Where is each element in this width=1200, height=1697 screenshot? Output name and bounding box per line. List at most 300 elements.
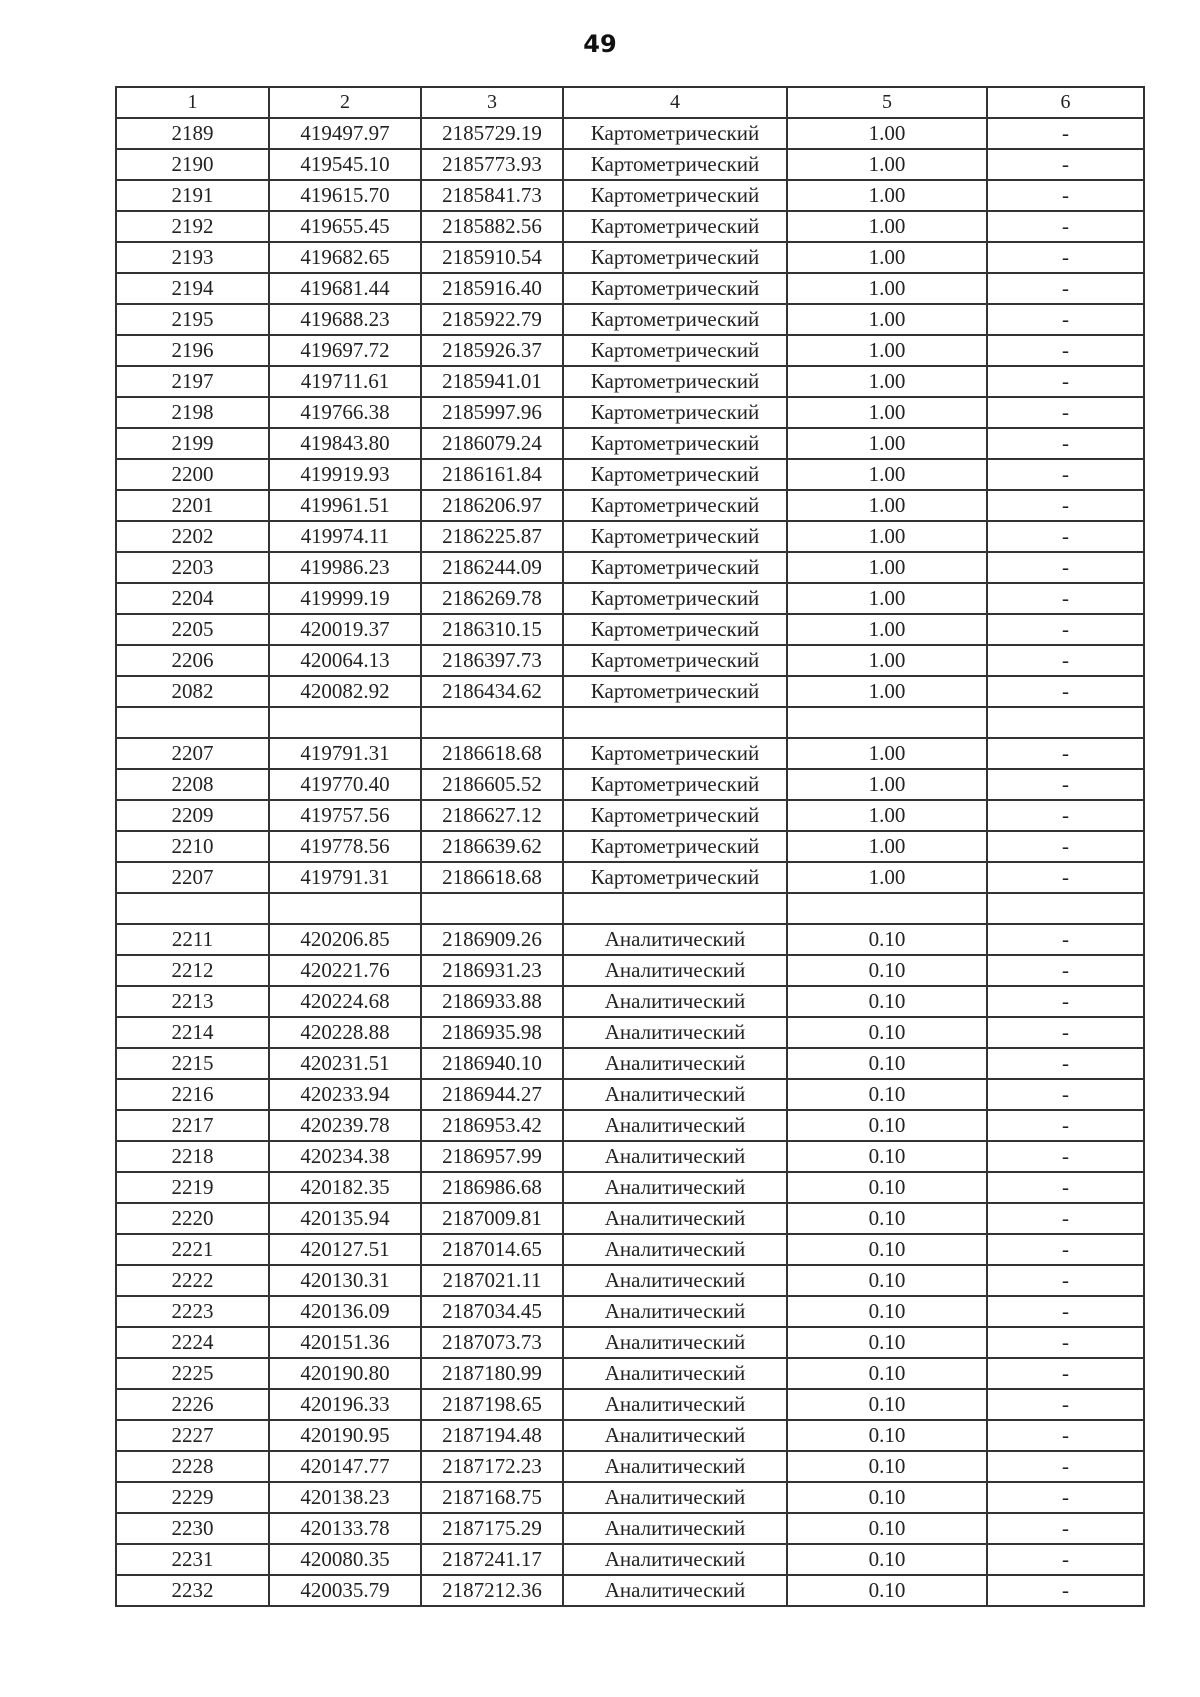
y-coordinate-cell: 2186935.98 [421,1017,563,1048]
point-number-cell: 2231 [116,1544,269,1575]
point-number-cell: 2201 [116,490,269,521]
x-coordinate-cell: 419791.31 [269,738,421,769]
accuracy-cell: 1.00 [787,304,987,335]
y-coordinate-cell: 2186933.88 [421,986,563,1017]
table-row [116,242,1144,273]
description-cell: - [987,738,1144,769]
description-cell: - [987,769,1144,800]
accuracy-cell: 0.10 [787,1265,987,1296]
description-cell: - [987,521,1144,552]
table-row [116,1265,1144,1296]
table-row [116,180,1144,211]
method-cell: Картометрический [563,428,787,459]
y-coordinate-cell: 2186206.97 [421,490,563,521]
y-coordinate-cell: 2187180.99 [421,1358,563,1389]
x-coordinate-cell: 420224.68 [269,986,421,1017]
accuracy-cell: 1.00 [787,614,987,645]
description-cell: - [987,1296,1144,1327]
x-coordinate-cell: 419757.56 [269,800,421,831]
method-cell: Аналитический [563,1203,787,1234]
description-cell: - [987,583,1144,614]
description-cell: - [987,211,1144,242]
x-coordinate-cell: 420151.36 [269,1327,421,1358]
method-cell: Аналитический [563,955,787,986]
point-number-cell: 2199 [116,428,269,459]
description-cell: - [987,1389,1144,1420]
x-coordinate-cell: 419545.10 [269,149,421,180]
y-coordinate-cell: 2187014.65 [421,1234,563,1265]
description-cell: - [987,459,1144,490]
accuracy-cell: 0.10 [787,1451,987,1482]
y-coordinate-cell: 2186909.26 [421,924,563,955]
method-cell: Картометрический [563,149,787,180]
y-coordinate-cell: 2186618.68 [421,738,563,769]
table-row [116,490,1144,521]
accuracy-cell: 1.00 [787,800,987,831]
method-cell: Картометрический [563,242,787,273]
header-cell-6: 6 [987,87,1144,118]
table-row [116,366,1144,397]
y-coordinate-cell: 2185941.01 [421,366,563,397]
y-coordinate-cell: 2187168.75 [421,1482,563,1513]
point-number-cell: 2223 [116,1296,269,1327]
point-number-cell: 2214 [116,1017,269,1048]
table-row [116,211,1144,242]
x-coordinate-cell: 420130.31 [269,1265,421,1296]
accuracy-cell: 1.00 [787,149,987,180]
x-coordinate-cell: 420127.51 [269,1234,421,1265]
table-row [116,1513,1144,1544]
table-row [116,924,1144,955]
y-coordinate-cell: 2187198.65 [421,1389,563,1420]
point-number-cell: 2207 [116,738,269,769]
header-row [116,87,1144,118]
table-row [116,1358,1144,1389]
table-row [116,1079,1144,1110]
table-row [116,1575,1144,1606]
description-cell: - [987,552,1144,583]
table-body [116,118,1144,1606]
description-cell: - [987,924,1144,955]
y-coordinate-cell: 2185729.19 [421,118,563,149]
table-row [116,800,1144,831]
method-cell: Картометрический [563,862,787,893]
table-row [116,552,1144,583]
point-number-cell: 2215 [116,1048,269,1079]
table-row [116,149,1144,180]
description-cell: - [987,800,1144,831]
method-cell: Картометрический [563,273,787,304]
y-coordinate-cell: 2187172.23 [421,1451,563,1482]
point-number-cell: 2226 [116,1389,269,1420]
accuracy-cell: 1.00 [787,490,987,521]
accuracy-cell: 1.00 [787,583,987,614]
coordinates-table [115,86,1145,1607]
method-cell: Аналитический [563,1327,787,1358]
accuracy-cell: 1.00 [787,831,987,862]
x-coordinate-cell: 420233.94 [269,1079,421,1110]
x-coordinate-cell: 419974.11 [269,521,421,552]
point-number-cell: 2217 [116,1110,269,1141]
x-coordinate-cell: 420239.78 [269,1110,421,1141]
point-number-cell: 2208 [116,769,269,800]
accuracy-cell: 1.00 [787,521,987,552]
table-row [116,521,1144,552]
accuracy-cell: 0.10 [787,1110,987,1141]
accuracy-cell: 0.10 [787,1389,987,1420]
table-row [116,831,1144,862]
x-coordinate-cell [269,893,421,924]
method-cell: Аналитический [563,1544,787,1575]
y-coordinate-cell: 2187212.36 [421,1575,563,1606]
y-coordinate-cell: 2187034.45 [421,1296,563,1327]
x-coordinate-cell: 420082.92 [269,676,421,707]
y-coordinate-cell: 2186161.84 [421,459,563,490]
table-row [116,1048,1144,1079]
point-number-cell: 2195 [116,304,269,335]
x-coordinate-cell: 419843.80 [269,428,421,459]
y-coordinate-cell: 2186244.09 [421,552,563,583]
method-cell: Аналитический [563,1513,787,1544]
x-coordinate-cell: 419961.51 [269,490,421,521]
y-coordinate-cell [421,707,563,738]
table-row [116,1234,1144,1265]
x-coordinate-cell: 419766.38 [269,397,421,428]
table-row [116,676,1144,707]
x-coordinate-cell: 419919.93 [269,459,421,490]
y-coordinate-cell: 2186605.52 [421,769,563,800]
method-cell: Картометрический [563,397,787,428]
table-row [116,1544,1144,1575]
header-cell-5: 5 [787,87,987,118]
method-cell: Картометрический [563,552,787,583]
table-row [116,1327,1144,1358]
method-cell: Аналитический [563,1079,787,1110]
description-cell: - [987,1079,1144,1110]
y-coordinate-cell: 2186957.99 [421,1141,563,1172]
method-cell: Картометрический [563,490,787,521]
accuracy-cell: 1.00 [787,862,987,893]
description-cell: - [987,304,1144,335]
point-number-cell: 2225 [116,1358,269,1389]
table-row [116,335,1144,366]
accuracy-cell: 0.10 [787,1203,987,1234]
x-coordinate-cell: 420190.95 [269,1420,421,1451]
point-number-cell: 2196 [116,335,269,366]
x-coordinate-cell: 420080.35 [269,1544,421,1575]
point-number-cell: 2204 [116,583,269,614]
description-cell: - [987,986,1144,1017]
accuracy-cell: 0.10 [787,1575,987,1606]
method-cell [563,893,787,924]
y-coordinate-cell: 2186310.15 [421,614,563,645]
method-cell: Картометрический [563,831,787,862]
method-cell: Аналитический [563,1017,787,1048]
description-cell: - [987,1420,1144,1451]
table-row [116,1141,1144,1172]
x-coordinate-cell: 420182.35 [269,1172,421,1203]
accuracy-cell: 0.10 [787,1048,987,1079]
x-coordinate-cell: 420135.94 [269,1203,421,1234]
point-number-cell: 2220 [116,1203,269,1234]
point-number-cell: 2192 [116,211,269,242]
x-coordinate-cell: 419986.23 [269,552,421,583]
point-number-cell: 2227 [116,1420,269,1451]
y-coordinate-cell: 2187175.29 [421,1513,563,1544]
accuracy-cell: 0.10 [787,1296,987,1327]
header-cell-2: 2 [269,87,421,118]
x-coordinate-cell: 420196.33 [269,1389,421,1420]
description-cell: - [987,428,1144,459]
point-number-cell: 2194 [116,273,269,304]
table-row [116,1203,1144,1234]
point-number-cell: 2218 [116,1141,269,1172]
point-number-cell: 2211 [116,924,269,955]
x-coordinate-cell: 420206.85 [269,924,421,955]
point-number-cell: 2224 [116,1327,269,1358]
x-coordinate-cell: 420133.78 [269,1513,421,1544]
accuracy-cell: 1.00 [787,459,987,490]
x-coordinate-cell: 420035.79 [269,1575,421,1606]
description-cell: - [987,676,1144,707]
method-cell: Картометрический [563,335,787,366]
accuracy-cell: 1.00 [787,676,987,707]
y-coordinate-cell: 2186079.24 [421,428,563,459]
description-cell: - [987,1265,1144,1296]
method-cell: Аналитический [563,1575,787,1606]
table-row [116,1389,1144,1420]
y-coordinate-cell: 2186940.10 [421,1048,563,1079]
header-cell-1: 1 [116,87,269,118]
accuracy-cell: 1.00 [787,118,987,149]
y-coordinate-cell: 2187021.11 [421,1265,563,1296]
y-coordinate-cell: 2186944.27 [421,1079,563,1110]
point-number-cell: 2200 [116,459,269,490]
x-coordinate-cell: 420231.51 [269,1048,421,1079]
point-number-cell: 2198 [116,397,269,428]
method-cell: Аналитический [563,1296,787,1327]
description-cell: - [987,1141,1144,1172]
table-row [116,955,1144,986]
accuracy-cell: 0.10 [787,1482,987,1513]
accuracy-cell: 0.10 [787,955,987,986]
accuracy-cell: 0.10 [787,1513,987,1544]
x-coordinate-cell: 420136.09 [269,1296,421,1327]
header-cell-3: 3 [421,87,563,118]
description-cell: - [987,118,1144,149]
description-cell: - [987,1234,1144,1265]
method-cell: Аналитический [563,1141,787,1172]
table-row [116,986,1144,1017]
accuracy-cell [787,893,987,924]
point-number-cell: 2191 [116,180,269,211]
point-number-cell: 2230 [116,1513,269,1544]
accuracy-cell: 0.10 [787,1234,987,1265]
table-row [116,1017,1144,1048]
x-coordinate-cell: 419770.40 [269,769,421,800]
x-coordinate-cell: 420147.77 [269,1451,421,1482]
table-row [116,1110,1144,1141]
accuracy-cell: 1.00 [787,738,987,769]
x-coordinate-cell: 420221.76 [269,955,421,986]
table-header [116,87,1144,118]
accuracy-cell: 1.00 [787,242,987,273]
point-number-cell: 2203 [116,552,269,583]
point-number-cell: 2197 [116,366,269,397]
x-coordinate-cell: 420019.37 [269,614,421,645]
table-row [116,397,1144,428]
y-coordinate-cell: 2185922.79 [421,304,563,335]
method-cell: Картометрический [563,211,787,242]
accuracy-cell: 0.10 [787,1079,987,1110]
y-coordinate-cell: 2187194.48 [421,1420,563,1451]
table-row [116,428,1144,459]
header-cell-4: 4 [563,87,787,118]
method-cell: Картометрический [563,583,787,614]
description-cell: - [987,335,1144,366]
method-cell: Картометрический [563,614,787,645]
method-cell: Картометрический [563,800,787,831]
description-cell: - [987,242,1144,273]
point-number-cell: 2205 [116,614,269,645]
description-cell: - [987,1172,1144,1203]
point-number-cell: 2207 [116,862,269,893]
x-coordinate-cell: 419999.19 [269,583,421,614]
y-coordinate-cell: 2185882.56 [421,211,563,242]
point-number-cell: 2209 [116,800,269,831]
table-row [116,769,1144,800]
table-row [116,862,1144,893]
table-row [116,304,1144,335]
table-row [116,583,1144,614]
y-coordinate-cell: 2186639.62 [421,831,563,862]
accuracy-cell: 0.10 [787,986,987,1017]
description-cell: - [987,1358,1144,1389]
accuracy-cell: 1.00 [787,366,987,397]
accuracy-cell: 0.10 [787,1141,987,1172]
table-row [116,1451,1144,1482]
method-cell: Аналитический [563,1110,787,1141]
method-cell [563,707,787,738]
accuracy-cell: 0.10 [787,924,987,955]
point-number-cell: 2212 [116,955,269,986]
x-coordinate-cell [269,707,421,738]
x-coordinate-cell: 420228.88 [269,1017,421,1048]
x-coordinate-cell: 419778.56 [269,831,421,862]
method-cell: Аналитический [563,986,787,1017]
point-number-cell: 2216 [116,1079,269,1110]
y-coordinate-cell: 2186225.87 [421,521,563,552]
description-cell [987,893,1144,924]
accuracy-cell: 0.10 [787,1358,987,1389]
description-cell: - [987,831,1144,862]
method-cell: Картометрический [563,521,787,552]
table-row [116,738,1144,769]
table-row [116,1482,1144,1513]
method-cell: Картометрический [563,738,787,769]
table-row [116,459,1144,490]
table-row [116,614,1144,645]
x-coordinate-cell: 419688.23 [269,304,421,335]
y-coordinate-cell: 2186627.12 [421,800,563,831]
y-coordinate-cell: 2186953.42 [421,1110,563,1141]
description-cell: - [987,366,1144,397]
y-coordinate-cell: 2187009.81 [421,1203,563,1234]
method-cell: Аналитический [563,1420,787,1451]
method-cell: Аналитический [563,924,787,955]
table-row [116,273,1144,304]
y-coordinate-cell: 2187073.73 [421,1327,563,1358]
description-cell [987,707,1144,738]
description-cell: - [987,1327,1144,1358]
table-separator-row [116,707,1144,738]
description-cell: - [987,1575,1144,1606]
method-cell: Картометрический [563,459,787,490]
accuracy-cell: 1.00 [787,397,987,428]
y-coordinate-cell: 2186618.68 [421,862,563,893]
accuracy-cell: 1.00 [787,273,987,304]
description-cell: - [987,1544,1144,1575]
accuracy-cell: 0.10 [787,1172,987,1203]
x-coordinate-cell: 419791.31 [269,862,421,893]
description-cell: - [987,149,1144,180]
method-cell: Аналитический [563,1358,787,1389]
method-cell: Картометрический [563,366,787,397]
x-coordinate-cell: 419711.61 [269,366,421,397]
method-cell: Картометрический [563,769,787,800]
accuracy-cell: 0.10 [787,1544,987,1575]
description-cell: - [987,862,1144,893]
y-coordinate-cell: 2185773.93 [421,149,563,180]
method-cell: Аналитический [563,1451,787,1482]
method-cell: Картометрический [563,180,787,211]
method-cell: Аналитический [563,1234,787,1265]
x-coordinate-cell: 420190.80 [269,1358,421,1389]
accuracy-cell: 0.10 [787,1420,987,1451]
accuracy-cell: 1.00 [787,552,987,583]
x-coordinate-cell: 419615.70 [269,180,421,211]
point-number-cell: 2202 [116,521,269,552]
accuracy-cell: 1.00 [787,645,987,676]
table-row [116,118,1144,149]
point-number-cell: 2213 [116,986,269,1017]
accuracy-cell: 1.00 [787,211,987,242]
description-cell: - [987,1017,1144,1048]
x-coordinate-cell: 419497.97 [269,118,421,149]
point-number-cell: 2221 [116,1234,269,1265]
y-coordinate-cell: 2185916.40 [421,273,563,304]
x-coordinate-cell: 419682.65 [269,242,421,273]
y-coordinate-cell: 2186269.78 [421,583,563,614]
x-coordinate-cell: 419655.45 [269,211,421,242]
description-cell: - [987,955,1144,986]
x-coordinate-cell: 420234.38 [269,1141,421,1172]
point-number-cell: 2232 [116,1575,269,1606]
point-number-cell: 2219 [116,1172,269,1203]
description-cell: - [987,1203,1144,1234]
description-cell: - [987,1110,1144,1141]
method-cell: Картометрический [563,118,787,149]
page-number: 49 [583,30,617,58]
description-cell: - [987,1451,1144,1482]
accuracy-cell: 1.00 [787,769,987,800]
y-coordinate-cell [421,893,563,924]
point-number-cell: 2206 [116,645,269,676]
accuracy-cell: 1.00 [787,428,987,459]
x-coordinate-cell: 420064.13 [269,645,421,676]
description-cell: - [987,490,1144,521]
accuracy-cell: 0.10 [787,1327,987,1358]
